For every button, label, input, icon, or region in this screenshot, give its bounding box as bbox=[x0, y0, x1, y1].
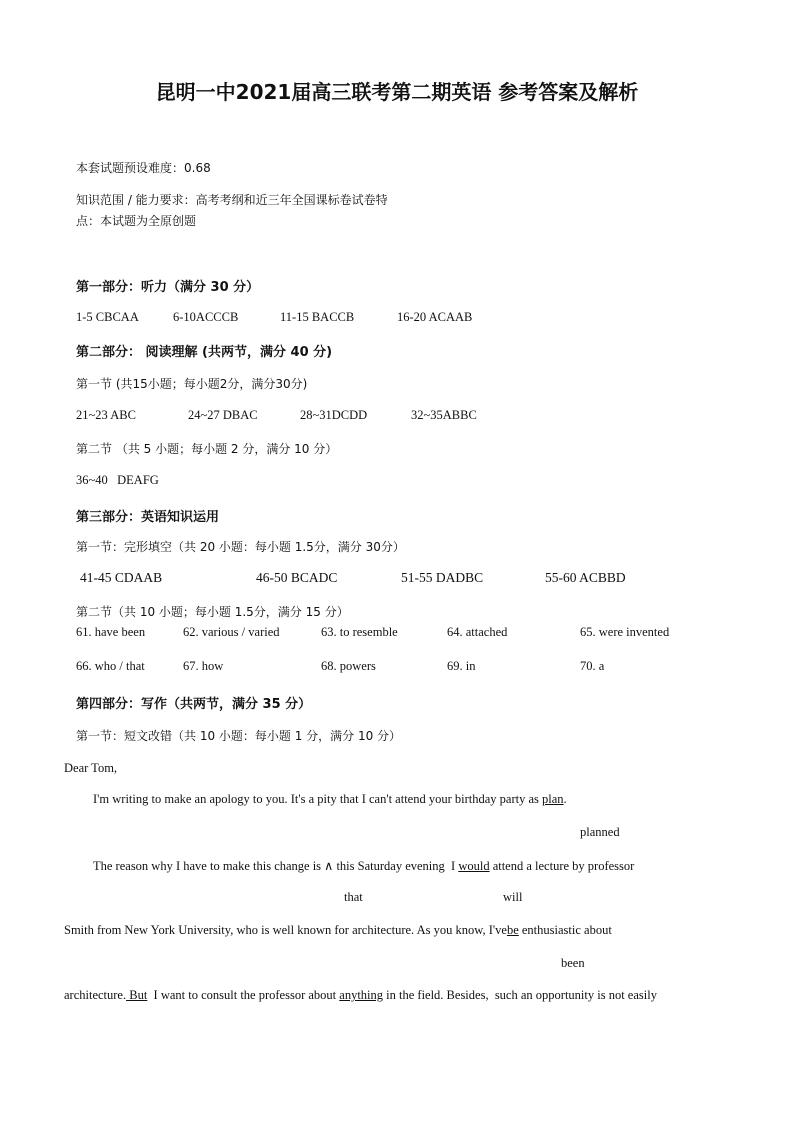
part3-sec1-answer-2: 46-50 BCADC bbox=[256, 570, 338, 585]
letter-line-3-text: Smith from New York University, who is well known for architecture. As you know, I've bbox=[64, 923, 507, 937]
part3-sec1-answer-3: 51-55 DADBC bbox=[401, 570, 484, 585]
letter-line-1-text: I'm writing to make an apology to you. It's a pity that I can't attend your birthday party as bbox=[93, 792, 543, 806]
letter-line-4-text: architecture. bbox=[64, 988, 127, 1002]
part2-section2-heading: 第二节 （共 5 小题；每小题 2 分，满分 10 分） bbox=[76, 442, 338, 456]
part2-sec1-answer-2: 24~27 DBAC bbox=[188, 408, 258, 422]
page-title: 昆明一中2021届高三联考第二期英语 参考答案及解析 bbox=[155, 80, 639, 104]
grammar-answer-68: 68. powers bbox=[321, 659, 376, 673]
part3-section1-heading: 第一节：完形填空（共 20 小题：每小题 1.5分，满分 30分） bbox=[76, 540, 405, 554]
part3-section2-heading: 第二节（共 10 小题；每小题 1.5分，满分 15 分） bbox=[76, 605, 349, 619]
part2-section1-heading: 第一节 (共15小题；每小题2分，满分30分) bbox=[76, 377, 308, 391]
grammar-answer-66: 66. who / that bbox=[76, 659, 145, 673]
error-word-would: would bbox=[458, 859, 490, 873]
grammar-answer-62: 62. various / varied bbox=[183, 625, 280, 639]
letter-line-4 bbox=[64, 988, 657, 1003]
correction-will: will bbox=[503, 890, 523, 904]
error-word-plan: plan bbox=[542, 792, 564, 806]
part3-heading: 第三部分：英语知识运用 bbox=[76, 510, 220, 525]
part2-sec1-answer-3: 28~31DCDD bbox=[300, 408, 368, 422]
part3-sec1-answer-1: 41-45 CDAAB bbox=[80, 570, 163, 585]
error-word-anything: anything bbox=[339, 988, 384, 1002]
letter-line-4-mid: I want to consult the professor about bbox=[147, 988, 340, 1002]
part1-answer-1: 1-5 CBCAA bbox=[76, 310, 139, 324]
part2-sec1-answer-4: 32~35ABBC bbox=[411, 408, 477, 422]
correction-planned: planned bbox=[580, 825, 620, 839]
letter-line-3-end: enthusiastic about bbox=[518, 923, 612, 937]
part1-heading: 第一部分：听力（满分 30 分） bbox=[76, 280, 260, 295]
letter-line-1 bbox=[93, 792, 567, 807]
correction-been: been bbox=[561, 956, 585, 970]
grammar-answer-64: 64. attached bbox=[447, 625, 508, 639]
part1-answer-4: 16-20 ACAAB bbox=[397, 310, 473, 324]
part4-section1-heading: 第一节：短文改错（共 10 小题：每小题 1 分，满分 10 分） bbox=[76, 729, 402, 743]
part3-sec1-answer-4: 55-60 ACBBD bbox=[545, 570, 626, 585]
grammar-answer-67: 67. how bbox=[183, 659, 224, 673]
part1-answer-3: 11-15 BACCB bbox=[280, 310, 355, 324]
part1-answer-2: 6-10ACCCB bbox=[173, 310, 239, 324]
part2-sec2-answers: 36~40 DEAFG bbox=[76, 473, 159, 487]
part4-heading: 第四部分：写作（共两节，满分 35 分） bbox=[76, 697, 312, 712]
letter-greeting: Dear Tom, bbox=[64, 761, 118, 775]
error-word-be: be bbox=[506, 923, 519, 937]
grammar-answer-70: 70. a bbox=[580, 659, 605, 673]
grammar-answer-63: 63. to resemble bbox=[321, 625, 398, 639]
letter-line-3 bbox=[64, 923, 612, 938]
correction-that: that bbox=[344, 890, 363, 904]
scope-line-1: 知识范围 / 能力要求：高考考纲和近三年全国课标卷试卷特 bbox=[76, 193, 388, 207]
letter-line-1-end: . bbox=[563, 792, 567, 806]
error-word-but: But bbox=[126, 988, 148, 1002]
letter-line-2-end: attend a lecture by professor bbox=[489, 859, 635, 873]
part2-sec1-answer-1: 21~23 ABC bbox=[76, 408, 136, 422]
grammar-answer-69: 69. in bbox=[447, 659, 476, 673]
grammar-answer-61: 61. have been bbox=[76, 625, 146, 639]
part2-heading: 第二部分： 阅读理解 (共两节，满分 40 分) bbox=[76, 345, 333, 360]
grammar-answer-65: 65. were invented bbox=[580, 625, 670, 639]
scope-line-2: 点：本试题为全原创题 bbox=[76, 214, 197, 228]
letter-line-2-text: The reason why I have to make this change is ∧ this Saturday evening I bbox=[93, 859, 459, 873]
difficulty-text: 本套试题预设难度：0.68 bbox=[76, 161, 211, 175]
letter-line-2 bbox=[93, 858, 634, 874]
letter-line-4-end: in the field. Besides, such an opportunity is not easily bbox=[383, 988, 657, 1002]
